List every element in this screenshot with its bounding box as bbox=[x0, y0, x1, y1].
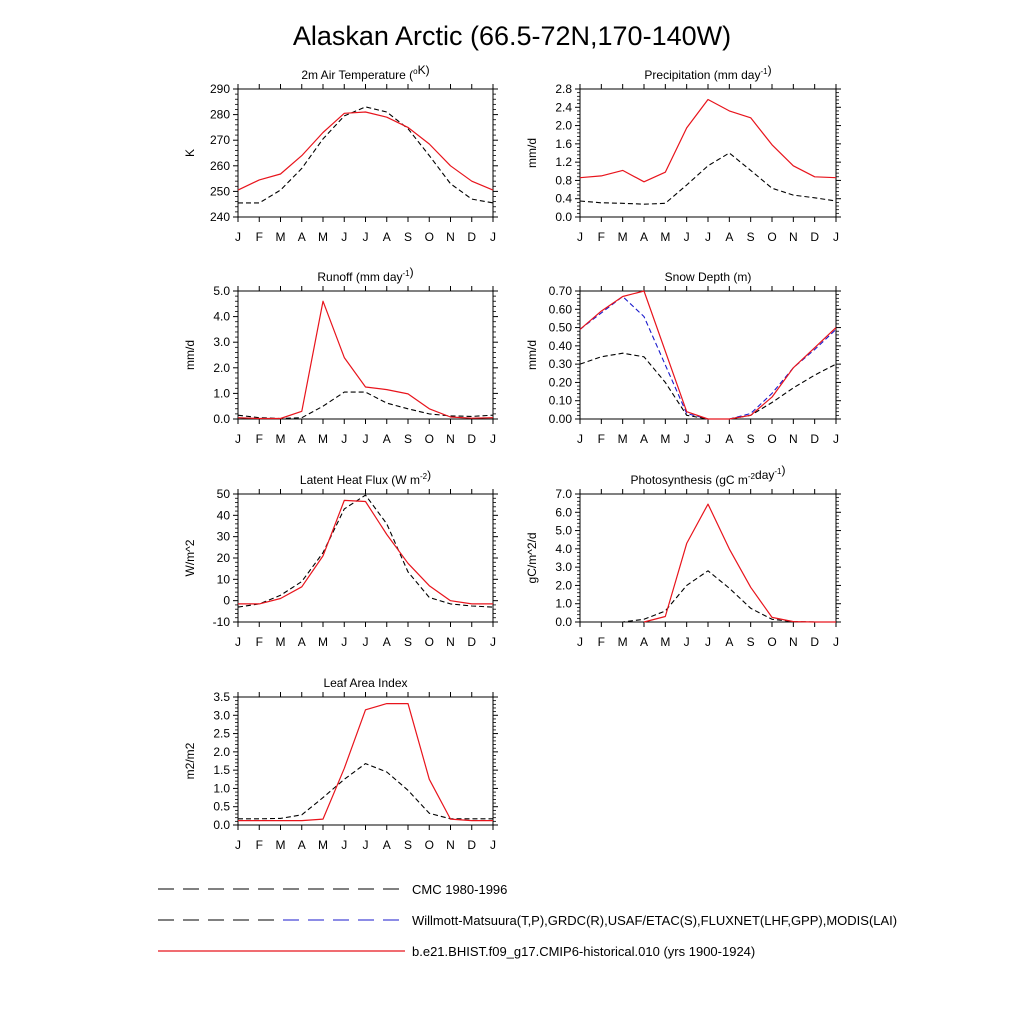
leaf-area-index-series-obs bbox=[238, 764, 493, 819]
latent-heat-flux-ytick-label: 30 bbox=[216, 529, 230, 544]
photosynthesis-xtick-label: J bbox=[577, 635, 583, 649]
temperature-xtick-label: J bbox=[490, 230, 496, 244]
temperature-xtick-label: D bbox=[467, 230, 477, 244]
temperature-xtick-label: O bbox=[424, 230, 434, 244]
runoff-xtick-label: A bbox=[297, 432, 306, 446]
runoff-ytick-label: 5.0 bbox=[213, 284, 230, 298]
precipitation-xtick-label: N bbox=[788, 230, 798, 244]
snow-depth-ytick-label: 0.50 bbox=[548, 320, 572, 335]
latent-heat-flux-xtick-label: N bbox=[446, 635, 455, 649]
leaf-area-index-series-model bbox=[238, 704, 493, 821]
leaf-area-index-xtick-label: J bbox=[490, 838, 496, 852]
photosynthesis-xtick-label: M bbox=[660, 635, 671, 649]
runoff-xtick-label: J bbox=[341, 432, 348, 446]
photosynthesis-xtick-label: O bbox=[767, 635, 777, 649]
snow-depth-xtick-label: J bbox=[833, 432, 839, 446]
runoff-xtick-label: N bbox=[446, 432, 455, 446]
leaf-area-index-xtick-label: J bbox=[362, 838, 369, 852]
latent-heat-flux-xtick-label: J bbox=[362, 635, 369, 649]
precipitation-ytick-label: 1.2 bbox=[555, 155, 572, 170]
photosynthesis-xtick-label: D bbox=[810, 635, 820, 649]
latent-heat-flux-xtick-label: J bbox=[235, 635, 241, 649]
photosynthesis-ytick-label: 6.0 bbox=[555, 505, 572, 520]
photosynthesis-xtick-label: J bbox=[683, 635, 690, 649]
snow-depth-title: Snow Depth (m) bbox=[664, 270, 752, 284]
figure-title: Alaskan Arctic (66.5-72N,170-140W) bbox=[292, 21, 732, 51]
photosynthesis-ytick-label: 0.0 bbox=[555, 615, 572, 629]
leaf-area-index-ytick-label: 3.0 bbox=[213, 708, 230, 723]
leaf-area-index-ytick-label: 2.5 bbox=[213, 726, 230, 741]
precipitation-ytick-label: 0.4 bbox=[555, 191, 572, 206]
latent-heat-flux-xtick-label: A bbox=[297, 635, 306, 649]
latent-heat-flux-series-model bbox=[238, 500, 493, 604]
photosynthesis-series-obs bbox=[580, 571, 836, 622]
runoff-ytick-label: 2.0 bbox=[213, 360, 230, 375]
leaf-area-index-xtick-label: D bbox=[467, 838, 477, 852]
temperature-xtick-label: J bbox=[341, 230, 348, 244]
snow-depth-xtick-label: M bbox=[617, 432, 628, 446]
runoff-ytick-label: 3.0 bbox=[213, 335, 230, 350]
runoff-title: Runoff (mm day$^{-1}$) bbox=[317, 265, 414, 284]
snow-depth-xtick-label: J bbox=[705, 432, 711, 446]
latent-heat-flux-xtick-label: S bbox=[403, 635, 413, 649]
snow-depth-xtick-label: J bbox=[683, 432, 690, 446]
latent-heat-flux-xtick-label: O bbox=[424, 635, 434, 649]
leaf-area-index-ytick-label: 0.5 bbox=[213, 799, 230, 814]
snow-depth-ytick-label: 0.10 bbox=[548, 393, 572, 408]
photosynthesis-xtick-label: J bbox=[833, 635, 839, 649]
precipitation-xtick-label: S bbox=[746, 230, 755, 244]
temperature-title: 2m Air Temperature ($^o$K) bbox=[301, 63, 430, 82]
panel-leaf-area-index bbox=[183, 676, 498, 852]
legend-entry-model bbox=[158, 944, 755, 959]
leaf-area-index-xtick-label: M bbox=[275, 838, 286, 852]
precipitation-ytick-label: 1.6 bbox=[555, 136, 572, 151]
snow-depth-ytick-label: 0.70 bbox=[548, 284, 572, 298]
leaf-area-index-xtick-label: S bbox=[403, 838, 413, 852]
runoff-frame bbox=[238, 291, 493, 419]
photosynthesis-xtick-label: S bbox=[746, 635, 755, 649]
photosynthesis-xtick-label: A bbox=[639, 635, 649, 649]
snow-depth-xtick-label: M bbox=[660, 432, 671, 446]
latent-heat-flux-xtick-label: M bbox=[318, 635, 328, 649]
photosynthesis-ytick-label: 3.0 bbox=[555, 560, 572, 575]
precipitation-xtick-label: A bbox=[725, 230, 734, 244]
latent-heat-flux-ylabel: W/m^2 bbox=[183, 539, 197, 577]
legend-label-model: b.e21.BHIST.f09_g17.CMIP6-historical.010 (yrs 1900-1924) bbox=[412, 944, 756, 959]
legend-entry-obs2 bbox=[158, 913, 897, 928]
legend bbox=[158, 882, 897, 959]
temperature-xtick-label: J bbox=[362, 230, 369, 244]
runoff-series-model bbox=[238, 301, 493, 418]
leaf-area-index-xtick-label: M bbox=[318, 838, 328, 852]
photosynthesis-xtick-label: A bbox=[725, 635, 734, 649]
precipitation-frame bbox=[580, 89, 836, 217]
runoff-xtick-label: A bbox=[382, 432, 391, 446]
latent-heat-flux-ytick-label: 0 bbox=[223, 593, 230, 608]
snow-depth-ytick-label: 0.20 bbox=[548, 375, 572, 390]
snow-depth-xtick-label: N bbox=[788, 432, 798, 446]
runoff-ylabel: mm/d bbox=[183, 340, 197, 370]
photosynthesis-ytick-label: 7.0 bbox=[555, 487, 572, 501]
snow-depth-xtick-label: O bbox=[767, 432, 777, 446]
runoff-ytick-label: 4.0 bbox=[213, 309, 230, 324]
panel-runoff bbox=[183, 265, 498, 446]
snow-depth-ytick-label: 0.40 bbox=[548, 338, 572, 353]
temperature-xtick-label: F bbox=[255, 230, 263, 244]
leaf-area-index-ylabel: m2/m2 bbox=[183, 742, 197, 780]
runoff-series-obs bbox=[238, 392, 493, 418]
leaf-area-index-ytick-label: 0.0 bbox=[213, 818, 230, 832]
photosynthesis-xtick-label: J bbox=[705, 635, 711, 649]
photosynthesis-xtick-label: M bbox=[617, 635, 628, 649]
runoff-ytick-label: 0.0 bbox=[213, 412, 230, 426]
latent-heat-flux-ytick-label: 20 bbox=[216, 551, 230, 565]
snow-depth-series-obs2 bbox=[580, 297, 836, 420]
panel-snow-depth bbox=[525, 270, 841, 446]
photosynthesis-xtick-label: F bbox=[597, 635, 606, 649]
snow-depth-ytick-label: 0.30 bbox=[548, 357, 572, 372]
precipitation-xtick-label: D bbox=[810, 230, 820, 244]
precipitation-ylabel: mm/d bbox=[525, 138, 539, 168]
runoff-xtick-label: J bbox=[235, 432, 241, 446]
temperature-ytick-label: 240 bbox=[209, 210, 230, 224]
temperature-ytick-label: 270 bbox=[209, 133, 230, 148]
temperature-xtick-label: A bbox=[382, 230, 391, 244]
precipitation-ytick-label: 0.8 bbox=[555, 173, 572, 188]
temperature-ytick-label: 290 bbox=[209, 82, 230, 96]
photosynthesis-title: Photosynthesis (gC $m^{-2}day^{-1}$) bbox=[630, 463, 786, 487]
temperature-frame bbox=[238, 89, 493, 217]
runoff-xtick-label: M bbox=[275, 432, 286, 446]
precipitation-xtick-label: J bbox=[577, 230, 583, 244]
precipitation-xtick-label: J bbox=[833, 230, 839, 244]
leaf-area-index-xtick-label: F bbox=[255, 838, 263, 852]
snow-depth-xtick-label: A bbox=[725, 432, 734, 446]
precipitation-xtick-label: J bbox=[705, 230, 711, 244]
latent-heat-flux-frame bbox=[238, 494, 493, 622]
latent-heat-flux-series-obs bbox=[238, 495, 493, 607]
snow-depth-frame bbox=[580, 291, 836, 419]
panels bbox=[183, 63, 841, 852]
latent-heat-flux-xtick-label: M bbox=[275, 635, 286, 649]
leaf-area-index-xtick-label: O bbox=[424, 838, 434, 852]
panel-precipitation bbox=[525, 63, 841, 244]
runoff-xtick-label: J bbox=[490, 432, 496, 446]
precipitation-ytick-label: 0.0 bbox=[555, 210, 572, 224]
precipitation-xtick-label: M bbox=[617, 230, 628, 244]
temperature-xtick-label: M bbox=[275, 230, 286, 244]
latent-heat-flux-xtick-label: J bbox=[341, 635, 348, 649]
snow-depth-series-model bbox=[580, 291, 836, 419]
photosynthesis-ytick-label: 4.0 bbox=[555, 541, 572, 556]
temperature-series-model bbox=[238, 112, 493, 190]
temperature-xtick-label: A bbox=[297, 230, 306, 244]
legend-entry-obs bbox=[158, 882, 507, 897]
panel-latent-heat-flux bbox=[183, 468, 498, 649]
latent-heat-flux-xtick-label: A bbox=[382, 635, 391, 649]
snow-depth-xtick-label: D bbox=[810, 432, 820, 446]
photosynthesis-ylabel: gC/m^2/d bbox=[525, 532, 539, 584]
temperature-ylabel: K bbox=[183, 148, 197, 158]
precipitation-xtick-label: O bbox=[767, 230, 777, 244]
leaf-area-index-xtick-label: N bbox=[446, 838, 455, 852]
snow-depth-xtick-label: J bbox=[577, 432, 583, 446]
panel-photosynthesis bbox=[525, 463, 841, 649]
photosynthesis-ytick-label: 2.0 bbox=[555, 578, 572, 593]
runoff-xtick-label: F bbox=[255, 432, 263, 446]
photosynthesis-ytick-label: 1.0 bbox=[555, 596, 572, 611]
precipitation-xtick-label: A bbox=[639, 230, 649, 244]
precipitation-ytick-label: 2.0 bbox=[555, 118, 572, 133]
leaf-area-index-xtick-label: J bbox=[341, 838, 348, 852]
temperature-ytick-label: 250 bbox=[209, 184, 230, 199]
leaf-area-index-ytick-label: 3.5 bbox=[213, 690, 230, 704]
latent-heat-flux-xtick-label: D bbox=[467, 635, 477, 649]
temperature-ytick-label: 260 bbox=[209, 158, 230, 173]
leaf-area-index-xtick-label: A bbox=[297, 838, 306, 852]
snow-depth-ytick-label: 0.00 bbox=[548, 412, 572, 426]
precipitation-xtick-label: J bbox=[683, 230, 690, 244]
leaf-area-index-title: Leaf Area Index bbox=[323, 676, 408, 690]
precipitation-xtick-label: F bbox=[597, 230, 606, 244]
photosynthesis-series-model bbox=[644, 504, 836, 622]
precipitation-ytick-label: 2.4 bbox=[555, 100, 572, 115]
leaf-area-index-ytick-label: 2.0 bbox=[213, 744, 230, 759]
runoff-xtick-label: O bbox=[424, 432, 434, 446]
temperature-xtick-label: J bbox=[235, 230, 241, 244]
precipitation-xtick-label: M bbox=[660, 230, 671, 244]
snow-depth-xtick-label: S bbox=[746, 432, 755, 446]
latent-heat-flux-xtick-label: J bbox=[490, 635, 496, 649]
latent-heat-flux-xtick-label: F bbox=[255, 635, 263, 649]
latent-heat-flux-ytick-label: 40 bbox=[216, 508, 230, 523]
latent-heat-flux-ytick-label: -10 bbox=[212, 615, 230, 629]
snow-depth-ytick-label: 0.60 bbox=[548, 302, 572, 317]
legend-label-obs: CMC 1980-1996 bbox=[412, 882, 508, 897]
runoff-xtick-label: M bbox=[318, 432, 328, 446]
leaf-area-index-frame bbox=[238, 697, 493, 825]
temperature-xtick-label: M bbox=[318, 230, 328, 244]
legend-label-obs2: Willmott-Matsuura(T,P),GRDC(R),USAF/ETAC(S),FLUXNET(LHF,GPP),MODIS(LAI) bbox=[412, 913, 898, 928]
leaf-area-index-xtick-label: J bbox=[235, 838, 241, 852]
leaf-area-index-ytick-label: 1.5 bbox=[213, 763, 230, 778]
runoff-xtick-label: S bbox=[403, 432, 413, 446]
photosynthesis-frame bbox=[580, 494, 836, 622]
photosynthesis-xtick-label: N bbox=[788, 635, 798, 649]
runoff-xtick-label: D bbox=[467, 432, 477, 446]
snow-depth-ylabel: mm/d bbox=[525, 340, 539, 370]
precipitation-series-model bbox=[580, 100, 836, 182]
snow-depth-xtick-label: A bbox=[639, 432, 649, 446]
leaf-area-index-xtick-label: A bbox=[382, 838, 391, 852]
photosynthesis-ytick-label: 5.0 bbox=[555, 523, 572, 538]
temperature-xtick-label: N bbox=[446, 230, 455, 244]
latent-heat-flux-ytick-label: 10 bbox=[216, 572, 230, 587]
panel-temperature bbox=[183, 63, 498, 244]
precipitation-title: Precipitation (mm day$^{-1}$) bbox=[644, 63, 772, 82]
runoff-xtick-label: J bbox=[362, 432, 369, 446]
precipitation-series-obs bbox=[580, 153, 836, 204]
precipitation-ytick-label: 2.8 bbox=[555, 82, 572, 96]
leaf-area-index-ytick-label: 1.0 bbox=[213, 781, 230, 796]
runoff-ytick-label: 1.0 bbox=[213, 386, 230, 401]
temperature-series-obs bbox=[238, 107, 493, 203]
temperature-xtick-label: S bbox=[403, 230, 413, 244]
snow-depth-xtick-label: F bbox=[597, 432, 606, 446]
temperature-ytick-label: 280 bbox=[209, 107, 230, 122]
latent-heat-flux-title: Latent Heat Flux (W $m^{-2}$) bbox=[299, 468, 432, 487]
latent-heat-flux-ytick-label: 50 bbox=[216, 487, 230, 501]
